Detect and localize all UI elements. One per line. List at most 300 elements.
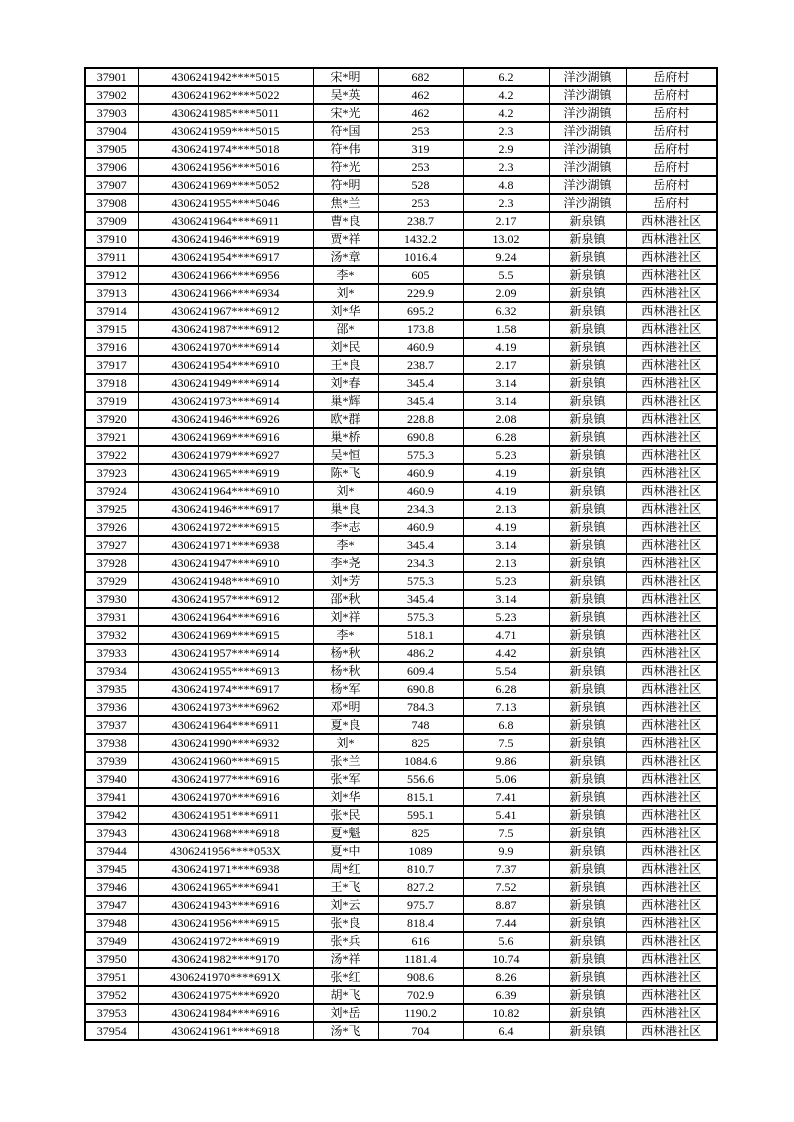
cell-village: 西林港社区: [626, 968, 717, 986]
cell-value2: 4.8: [463, 176, 549, 194]
cell-name: 宋*明: [313, 68, 378, 86]
cell-town: 新泉镇: [549, 770, 626, 788]
cell-seq: 37917: [85, 356, 138, 374]
cell-town: 新泉镇: [549, 428, 626, 446]
cell-value1: 345.4: [378, 374, 463, 392]
cell-seq: 37901: [85, 68, 138, 86]
cell-value1: 827.2: [378, 878, 463, 896]
cell-village: 西林港社区: [626, 914, 717, 932]
cell-village: 西林港社区: [626, 824, 717, 842]
cell-id-number: 4306241955****5046: [138, 194, 313, 212]
cell-village: 西林港社区: [626, 680, 717, 698]
cell-value1: 748: [378, 716, 463, 734]
table-row: [85, 608, 717, 626]
table-row: [85, 644, 717, 662]
cell-value1: 234.3: [378, 500, 463, 518]
table-row: [85, 518, 717, 536]
cell-id-number: 4306241973****6914: [138, 392, 313, 410]
table-row: [85, 302, 717, 320]
cell-town: 新泉镇: [549, 500, 626, 518]
cell-id-number: 4306241956****5016: [138, 158, 313, 176]
cell-id-number: 4306241969****6916: [138, 428, 313, 446]
cell-seq: 37953: [85, 1004, 138, 1022]
cell-value2: 2.3: [463, 158, 549, 176]
cell-id-number: 4306241965****6919: [138, 464, 313, 482]
table-row: [85, 680, 717, 698]
cell-value1: 605: [378, 266, 463, 284]
cell-village: 西林港社区: [626, 842, 717, 860]
cell-id-number: 4306241987****6912: [138, 320, 313, 338]
cell-town: 新泉镇: [549, 266, 626, 284]
cell-village: 西林港社区: [626, 338, 717, 356]
cell-seq: 37927: [85, 536, 138, 554]
cell-value2: 2.09: [463, 284, 549, 302]
cell-value1: 518.1: [378, 626, 463, 644]
table-row: [85, 266, 717, 284]
cell-value2: 10.74: [463, 950, 549, 968]
cell-id-number: 4306241962****5022: [138, 86, 313, 104]
cell-seq: 37936: [85, 698, 138, 716]
cell-id-number: 4306241957****6914: [138, 644, 313, 662]
cell-value1: 1190.2: [378, 1004, 463, 1022]
table-row: [85, 122, 717, 140]
cell-value2: 5.23: [463, 608, 549, 626]
cell-town: 新泉镇: [549, 662, 626, 680]
table-row: [85, 968, 717, 986]
cell-village: 西林港社区: [626, 878, 717, 896]
cell-name: 符*国: [313, 122, 378, 140]
cell-value1: 253: [378, 122, 463, 140]
cell-seq: 37914: [85, 302, 138, 320]
cell-village: 西林港社区: [626, 608, 717, 626]
cell-town: 新泉镇: [549, 914, 626, 932]
cell-id-number: 4306241955****6913: [138, 662, 313, 680]
cell-village: 西林港社区: [626, 986, 717, 1004]
cell-id-number: 4306241961****6918: [138, 1022, 313, 1040]
cell-seq: 37947: [85, 896, 138, 914]
cell-village: 岳府村: [626, 104, 717, 122]
cell-value1: 462: [378, 104, 463, 122]
cell-name: 刘*民: [313, 338, 378, 356]
cell-seq: 37924: [85, 482, 138, 500]
cell-name: 曹*良: [313, 212, 378, 230]
cell-village: 西林港社区: [626, 356, 717, 374]
cell-town: 新泉镇: [549, 950, 626, 968]
cell-seq: 37923: [85, 464, 138, 482]
cell-town: 新泉镇: [549, 302, 626, 320]
cell-seq: 37934: [85, 662, 138, 680]
cell-id-number: 4306241982****9170: [138, 950, 313, 968]
cell-value2: 2.17: [463, 212, 549, 230]
cell-id-number: 4306241990****6932: [138, 734, 313, 752]
cell-seq: 37950: [85, 950, 138, 968]
cell-name: 周*红: [313, 860, 378, 878]
table-row: [85, 428, 717, 446]
table-row: [85, 626, 717, 644]
cell-id-number: 4306241964****6911: [138, 716, 313, 734]
cell-value2: 4.71: [463, 626, 549, 644]
cell-value1: 486.2: [378, 644, 463, 662]
cell-id-number: 4306241966****6956: [138, 266, 313, 284]
cell-town: 新泉镇: [549, 590, 626, 608]
cell-village: 西林港社区: [626, 644, 717, 662]
cell-value2: 7.37: [463, 860, 549, 878]
cell-seq: 37931: [85, 608, 138, 626]
cell-village: 西林港社区: [626, 500, 717, 518]
cell-name: 李*志: [313, 518, 378, 536]
cell-value1: 1432.2: [378, 230, 463, 248]
table-row: [85, 806, 717, 824]
cell-id-number: 4306241942****5015: [138, 68, 313, 86]
cell-town: 新泉镇: [549, 644, 626, 662]
cell-value2: 7.52: [463, 878, 549, 896]
cell-village: 岳府村: [626, 176, 717, 194]
cell-id-number: 4306241973****6962: [138, 698, 313, 716]
table-row: [85, 932, 717, 950]
cell-town: 新泉镇: [549, 608, 626, 626]
cell-seq: 37922: [85, 446, 138, 464]
cell-id-number: 4306241971****6938: [138, 860, 313, 878]
cell-town: 新泉镇: [549, 842, 626, 860]
table-row: [85, 320, 717, 338]
cell-value1: 1089: [378, 842, 463, 860]
cell-town: 新泉镇: [549, 968, 626, 986]
table-row: [85, 662, 717, 680]
cell-village: 西林港社区: [626, 212, 717, 230]
cell-value1: 528: [378, 176, 463, 194]
cell-id-number: 4306241964****6916: [138, 608, 313, 626]
table-row: [85, 824, 717, 842]
cell-value2: 6.8: [463, 716, 549, 734]
cell-id-number: 4306241984****6916: [138, 1004, 313, 1022]
table-row: [85, 482, 717, 500]
table-row: [85, 716, 717, 734]
cell-town: 新泉镇: [549, 392, 626, 410]
cell-value2: 5.06: [463, 770, 549, 788]
cell-town: 新泉镇: [549, 896, 626, 914]
cell-seq: 37918: [85, 374, 138, 392]
cell-town: 新泉镇: [549, 1022, 626, 1040]
cell-name: 刘*云: [313, 896, 378, 914]
table-row: [85, 734, 717, 752]
cell-seq: 37943: [85, 824, 138, 842]
cell-id-number: 4306241972****6915: [138, 518, 313, 536]
table-row: [85, 788, 717, 806]
cell-village: 西林港社区: [626, 536, 717, 554]
cell-name: 邵*秋: [313, 590, 378, 608]
cell-seq: 37949: [85, 932, 138, 950]
table-row: [85, 842, 717, 860]
cell-seq: 37911: [85, 248, 138, 266]
cell-seq: 37910: [85, 230, 138, 248]
cell-town: 新泉镇: [549, 338, 626, 356]
cell-name: 刘*岳: [313, 1004, 378, 1022]
cell-town: 新泉镇: [549, 536, 626, 554]
cell-id-number: 4306241969****5052: [138, 176, 313, 194]
cell-value2: 6.32: [463, 302, 549, 320]
cell-id-number: 4306241968****6918: [138, 824, 313, 842]
cell-town: 新泉镇: [549, 698, 626, 716]
cell-id-number: 4306241965****6941: [138, 878, 313, 896]
cell-seq: 37933: [85, 644, 138, 662]
cell-name: 刘*华: [313, 788, 378, 806]
cell-name: 杨*秋: [313, 644, 378, 662]
cell-name: 宋*光: [313, 104, 378, 122]
cell-name: 张*军: [313, 770, 378, 788]
cell-value2: 2.13: [463, 500, 549, 518]
cell-seq: 37905: [85, 140, 138, 158]
table-row: [85, 590, 717, 608]
cell-seq: 37942: [85, 806, 138, 824]
cell-village: 西林港社区: [626, 590, 717, 608]
cell-seq: 37912: [85, 266, 138, 284]
cell-name: 焦*兰: [313, 194, 378, 212]
cell-name: 李*: [313, 266, 378, 284]
table-row: [85, 896, 717, 914]
cell-name: 汤*章: [313, 248, 378, 266]
table-row: [85, 536, 717, 554]
cell-name: 吴*恒: [313, 446, 378, 464]
cell-name: 巢*良: [313, 500, 378, 518]
cell-village: 岳府村: [626, 86, 717, 104]
cell-value2: 3.14: [463, 536, 549, 554]
cell-id-number: 4306241959****5015: [138, 122, 313, 140]
cell-town: 新泉镇: [549, 986, 626, 1004]
table-row: [85, 914, 717, 932]
cell-seq: 37921: [85, 428, 138, 446]
cell-value1: 690.8: [378, 680, 463, 698]
cell-village: 西林港社区: [626, 266, 717, 284]
cell-town: 洋沙湖镇: [549, 158, 626, 176]
table-row: [85, 698, 717, 716]
cell-value2: 6.39: [463, 986, 549, 1004]
cell-value2: 6.28: [463, 680, 549, 698]
cell-id-number: 4306241974****6917: [138, 680, 313, 698]
cell-value2: 5.41: [463, 806, 549, 824]
cell-value2: 6.4: [463, 1022, 549, 1040]
cell-seq: 37935: [85, 680, 138, 698]
cell-value1: 460.9: [378, 482, 463, 500]
cell-town: 新泉镇: [549, 824, 626, 842]
cell-town: 新泉镇: [549, 680, 626, 698]
cell-village: 西林港社区: [626, 284, 717, 302]
cell-village: 西林港社区: [626, 320, 717, 338]
cell-value1: 702.9: [378, 986, 463, 1004]
cell-seq: 37906: [85, 158, 138, 176]
cell-name: 符*明: [313, 176, 378, 194]
cell-village: 西林港社区: [626, 716, 717, 734]
cell-id-number: 4306241951****6911: [138, 806, 313, 824]
table-row: [85, 176, 717, 194]
cell-town: 新泉镇: [549, 626, 626, 644]
cell-value1: 575.3: [378, 572, 463, 590]
cell-village: 西林港社区: [626, 770, 717, 788]
cell-value1: 690.8: [378, 428, 463, 446]
cell-name: 刘*华: [313, 302, 378, 320]
cell-value2: 7.41: [463, 788, 549, 806]
cell-value2: 7.13: [463, 698, 549, 716]
cell-town: 新泉镇: [549, 554, 626, 572]
table-row: [85, 1004, 717, 1022]
table-row: [85, 104, 717, 122]
cell-seq: 37915: [85, 320, 138, 338]
cell-seq: 37930: [85, 590, 138, 608]
cell-name: 夏*良: [313, 716, 378, 734]
cell-value2: 6.28: [463, 428, 549, 446]
cell-village: 西林港社区: [626, 1022, 717, 1040]
cell-value1: 575.3: [378, 608, 463, 626]
cell-village: 西林港社区: [626, 1004, 717, 1022]
cell-name: 张*红: [313, 968, 378, 986]
cell-seq: 37928: [85, 554, 138, 572]
cell-town: 新泉镇: [549, 860, 626, 878]
cell-value1: 616: [378, 932, 463, 950]
cell-village: 西林港社区: [626, 788, 717, 806]
cell-town: 洋沙湖镇: [549, 176, 626, 194]
cell-seq: 37946: [85, 878, 138, 896]
cell-id-number: 4306241964****6910: [138, 482, 313, 500]
cell-value1: 234.3: [378, 554, 463, 572]
cell-town: 新泉镇: [549, 464, 626, 482]
cell-name: 夏*魁: [313, 824, 378, 842]
cell-value1: 345.4: [378, 536, 463, 554]
table-row: [85, 410, 717, 428]
table-row: [85, 68, 717, 86]
cell-value2: 10.82: [463, 1004, 549, 1022]
table-row: [85, 878, 717, 896]
cell-town: 洋沙湖镇: [549, 104, 626, 122]
cell-value2: 1.58: [463, 320, 549, 338]
cell-id-number: 4306241949****6914: [138, 374, 313, 392]
cell-seq: 37903: [85, 104, 138, 122]
cell-id-number: 4306241960****6915: [138, 752, 313, 770]
cell-seq: 37937: [85, 716, 138, 734]
cell-id-number: 4306241967****6912: [138, 302, 313, 320]
cell-village: 西林港社区: [626, 482, 717, 500]
cell-value2: 2.9: [463, 140, 549, 158]
cell-name: 李*: [313, 536, 378, 554]
cell-seq: 37920: [85, 410, 138, 428]
cell-village: 西林港社区: [626, 230, 717, 248]
cell-name: 巢*桥: [313, 428, 378, 446]
cell-value1: 556.6: [378, 770, 463, 788]
cell-value1: 825: [378, 824, 463, 842]
table-row: [85, 446, 717, 464]
table-row: [85, 752, 717, 770]
cell-seq: 37919: [85, 392, 138, 410]
cell-name: 刘*春: [313, 374, 378, 392]
cell-name: 汤*祥: [313, 950, 378, 968]
cell-value2: 2.13: [463, 554, 549, 572]
cell-town: 新泉镇: [549, 716, 626, 734]
cell-value2: 4.19: [463, 464, 549, 482]
cell-value1: 228.8: [378, 410, 463, 428]
cell-village: 西林港社区: [626, 446, 717, 464]
cell-value2: 9.86: [463, 752, 549, 770]
cell-value2: 4.19: [463, 338, 549, 356]
cell-name: 王*飞: [313, 878, 378, 896]
cell-seq: 37938: [85, 734, 138, 752]
cell-id-number: 4306241985****5011: [138, 104, 313, 122]
cell-town: 新泉镇: [549, 248, 626, 266]
cell-value2: 5.5: [463, 266, 549, 284]
cell-value2: 4.19: [463, 518, 549, 536]
cell-id-number: 4306241979****6927: [138, 446, 313, 464]
cell-value1: 1016.4: [378, 248, 463, 266]
cell-town: 新泉镇: [549, 734, 626, 752]
table-row: [85, 770, 717, 788]
cell-name: 欧*群: [313, 410, 378, 428]
table-row: [85, 140, 717, 158]
cell-id-number: 4306241956****6915: [138, 914, 313, 932]
cell-value2: 7.5: [463, 824, 549, 842]
cell-name: 邓*明: [313, 698, 378, 716]
cell-town: 新泉镇: [549, 878, 626, 896]
cell-town: 新泉镇: [549, 230, 626, 248]
cell-town: 洋沙湖镇: [549, 122, 626, 140]
cell-village: 西林港社区: [626, 374, 717, 392]
cell-village: 西林港社区: [626, 860, 717, 878]
cell-value1: 818.4: [378, 914, 463, 932]
cell-value1: 238.7: [378, 212, 463, 230]
cell-id-number: 4306241970****691X: [138, 968, 313, 986]
cell-seq: 37941: [85, 788, 138, 806]
cell-id-number: 4306241969****6915: [138, 626, 313, 644]
cell-value1: 462: [378, 86, 463, 104]
cell-id-number: 4306241964****6911: [138, 212, 313, 230]
cell-village: 西林港社区: [626, 698, 717, 716]
table-row: [85, 500, 717, 518]
cell-name: 吴*英: [313, 86, 378, 104]
cell-seq: 37944: [85, 842, 138, 860]
cell-town: 新泉镇: [549, 374, 626, 392]
cell-id-number: 4306241977****6916: [138, 770, 313, 788]
cell-name: 陈*飞: [313, 464, 378, 482]
cell-seq: 37913: [85, 284, 138, 302]
cell-village: 西林港社区: [626, 428, 717, 446]
cell-town: 新泉镇: [549, 212, 626, 230]
cell-village: 西林港社区: [626, 734, 717, 752]
table-row: [85, 284, 717, 302]
cell-value1: 229.9: [378, 284, 463, 302]
cell-seq: 37940: [85, 770, 138, 788]
cell-village: 西林港社区: [626, 518, 717, 536]
cell-town: 新泉镇: [549, 284, 626, 302]
table-row: [85, 392, 717, 410]
cell-id-number: 4306241970****6916: [138, 788, 313, 806]
records-table: [84, 67, 718, 1041]
cell-value1: 238.7: [378, 356, 463, 374]
cell-name: 李*: [313, 626, 378, 644]
cell-id-number: 4306241971****6938: [138, 536, 313, 554]
cell-village: 西林港社区: [626, 806, 717, 824]
cell-value2: 2.3: [463, 194, 549, 212]
cell-village: 西林港社区: [626, 662, 717, 680]
cell-town: 洋沙湖镇: [549, 194, 626, 212]
table-row: [85, 230, 717, 248]
table-row: [85, 986, 717, 1004]
cell-value1: 908.6: [378, 968, 463, 986]
cell-village: 西林港社区: [626, 464, 717, 482]
cell-seq: 37952: [85, 986, 138, 1004]
cell-town: 新泉镇: [549, 572, 626, 590]
cell-seq: 37909: [85, 212, 138, 230]
cell-value2: 5.23: [463, 446, 549, 464]
cell-value2: 7.44: [463, 914, 549, 932]
cell-name: 邵*: [313, 320, 378, 338]
cell-seq: 37948: [85, 914, 138, 932]
cell-id-number: 4306241947****6910: [138, 554, 313, 572]
